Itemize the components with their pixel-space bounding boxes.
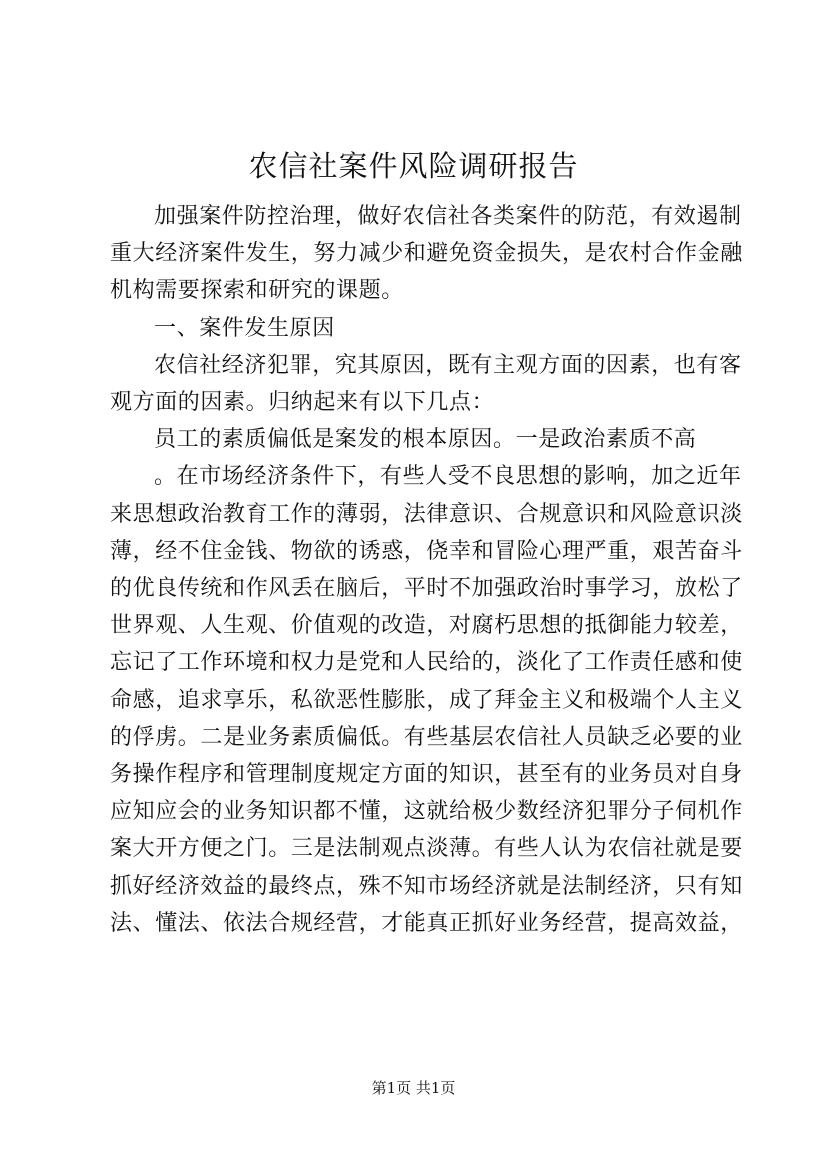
- text-line: 法、懂法、依法合规经营，才能真正抓好业务经营，提高效益，: [110, 910, 743, 936]
- paragraph-causes: [110, 347, 742, 421]
- page-number-footer: 第1页 共1页: [371, 1079, 456, 1097]
- text-line: 务操作程序和管理制度规定方面的知识，甚至有的业务员对自身: [110, 762, 743, 788]
- text-line: 抓好经济效益的最终点，殊不知市场经济就是法制经济，只有知: [110, 873, 743, 899]
- text-line: 机构需要探索和研究的课题。: [110, 278, 404, 304]
- text-line: 员工的素质偏低是案发的根本原因。一是政治素质不高: [154, 427, 697, 453]
- section-heading: [110, 310, 735, 347]
- paragraph-intro: [110, 198, 743, 310]
- text-line: 农信社经济犯罪，究其原因，既有主观方面的因素，也有客: [154, 352, 742, 378]
- text-line: 一、案件发生原因: [154, 315, 335, 341]
- text-line: 。在市场经济条件下，有些人受不良思想的影响，加之近年: [154, 464, 742, 490]
- text-line: 忘记了工作环境和权力是党和人民给的，淡化了工作责任感和使: [110, 650, 743, 676]
- text-line: 来思想政治教育工作的薄弱，法律意识、合规意识和风险意识淡: [110, 501, 743, 527]
- paragraph-details: [110, 458, 743, 942]
- paragraph-quality: [110, 421, 735, 458]
- text-line: 加强案件防控治理，做好农信社各类案件的防范，有效遏制: [154, 204, 742, 229]
- text-line: 世界观、人生观、价值观的改造，对腐朽思想的抵御能力较差，: [110, 613, 743, 639]
- text-line: 的优良传统和作风丢在脑后，平时不加强政治时事学习，放松了: [110, 576, 743, 602]
- text-line: 重大经济案件发生，努力减少和避免资金损失，是农村合作金融: [110, 241, 743, 267]
- document-body: [110, 198, 743, 942]
- text-line: 观方面的因素。归纳起来有以下几点：: [110, 390, 495, 416]
- text-line: 应知应会的业务知识都不懂，这就给极少数经济犯罪分子伺机作: [110, 799, 743, 825]
- document-title: 农信社案件风险调研报告: [248, 149, 579, 183]
- text-line: 的俘虏。二是业务素质偏低。有些基层农信社人员缺乏必要的业: [110, 724, 743, 750]
- text-line: 案大开方便之门。三是法制观点淡薄。有些人认为农信社就是要: [110, 836, 743, 862]
- text-line: 命感，追求享乐，私欲恶性膨胀，成了拜金主义和极端个人主义: [110, 687, 743, 713]
- text-line: 薄，经不住金钱、物欲的诱惑，侥幸和冒险心理严重，艰苦奋斗: [110, 538, 743, 564]
